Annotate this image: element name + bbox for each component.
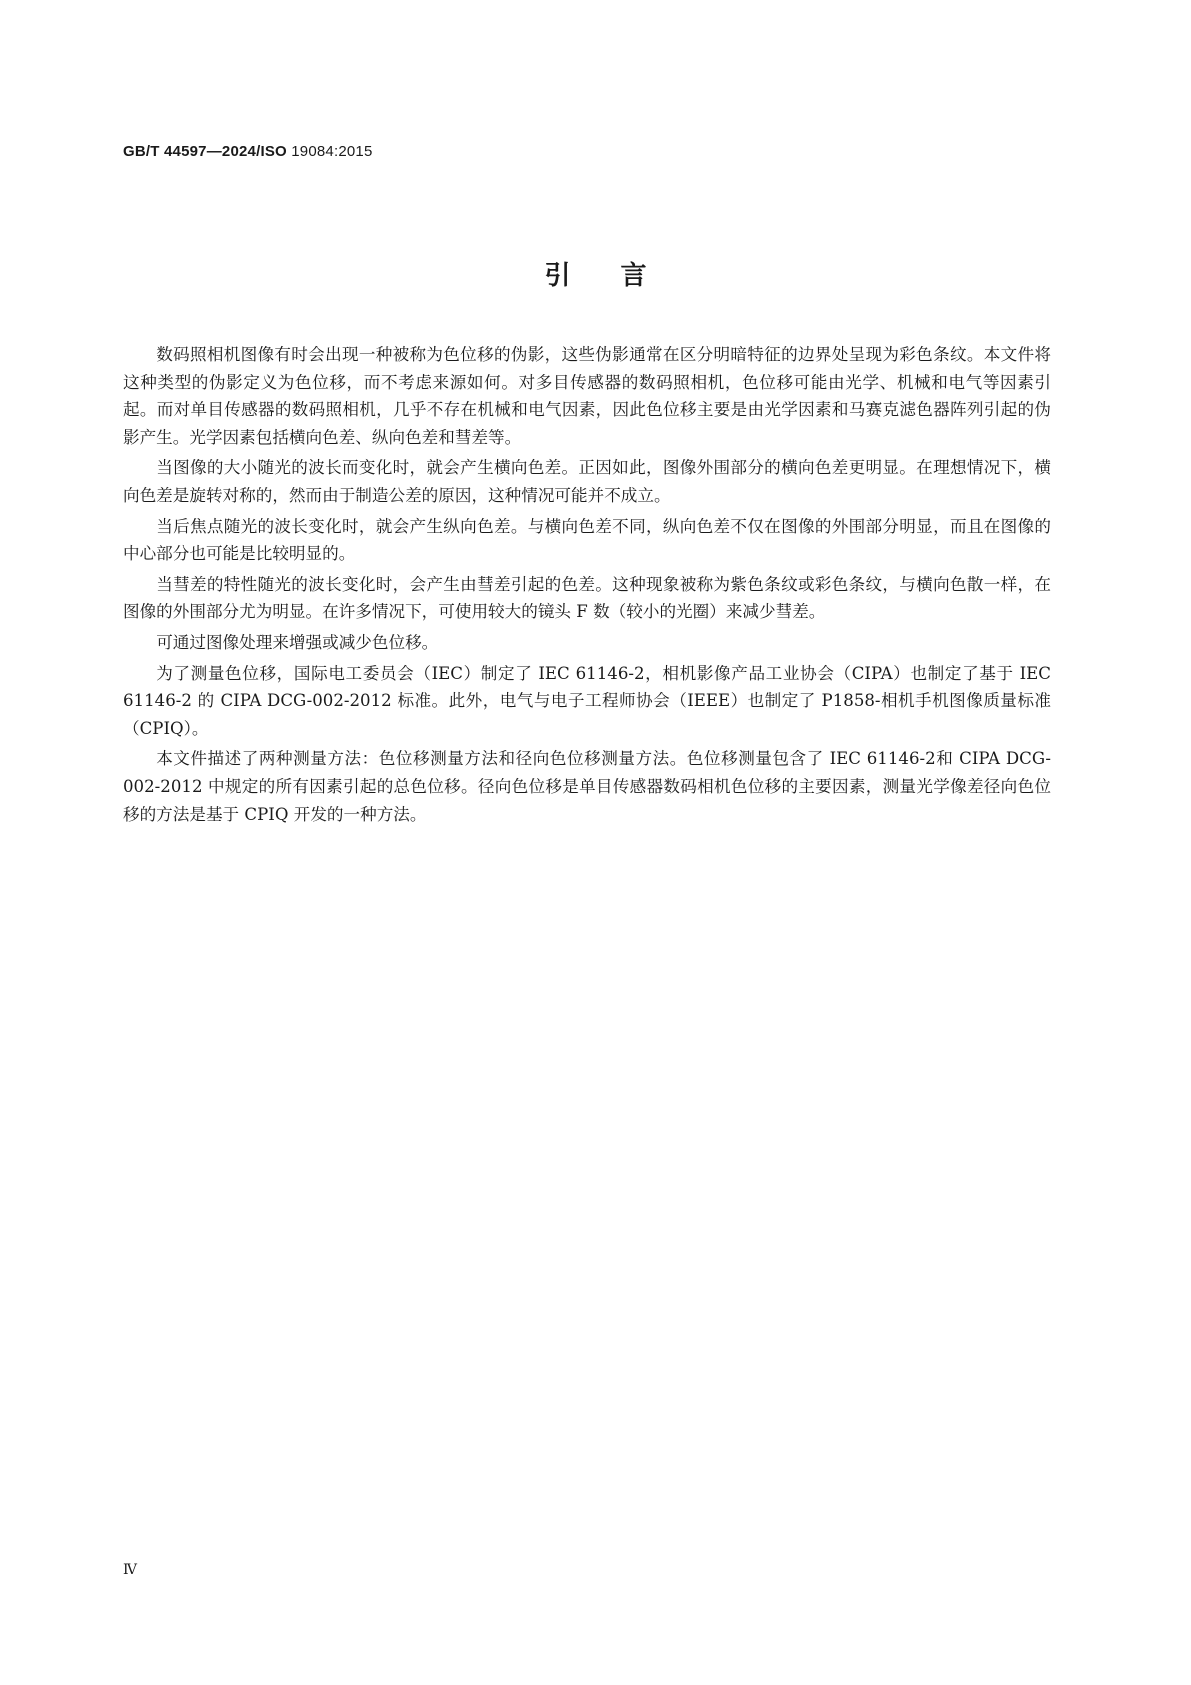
standard-code-prefix: GB/T 44597—2024/ISO xyxy=(123,143,287,160)
paragraph-2: 当图像的大小随光的波长而变化时，就会产生横向色差。正因如此，图像外围部分的横向色差更明显。在理想情况下，横向色差是旋转对称的，然而由于制造公差的原因，这种情况可能并不成立。 xyxy=(123,458,1051,505)
page-title: 引言 xyxy=(544,261,697,292)
paragraph-3: 当后焦点随光的波长变化时，就会产生纵向色差。与横向色差不同，纵向色差不仅在图像的外围部分明显，而且在图像的中心部分也可能是比较明显的。 xyxy=(123,516,1051,564)
paragraph-5: 可通过图像处理来增强或减少色位移。 xyxy=(156,632,439,652)
paragraph-7: 本文件描述了两种测量方法：色位移测量方法和径向色位移测量方法。色位移测量包含了 IEC 61146-2和 CIPA DCG-002-2012 中规定的所有因素引起的总色位移。径向色位移是单目传感器数码相机色位移的主要因素，测量光学像差径向色位移的方法是基于 CPIQ 开发的一种方法。 xyxy=(123,749,1051,824)
paragraph-4: 当彗差的特性随光的波长变化时，会产生由彗差引起的色差。这种现象被称为紫色条纹或彩色条纹，与横向色散一样，在图像的外围部分尤为明显。在许多情况下，可使用较大的镜头 F 数（较小的光圈）来减少彗差。 xyxy=(123,574,1051,622)
paragraph-1: 数码照相机图像有时会出现一种被称为色位移的伪影，这些伪影通常在区分明暗特征的边界处呈现为彩色条纹。本文件将这种类型的伪影定义为色位移，而不考虑来源如何。对多目传感器的数码照相机，色位移可能由光学、机械和电气等因素引起。而对单目传感器的数码照相机，几乎不存在机械和电气因素，因此色位移主要是由光学因素和马赛克滤色器阵列引起的伪影产生。光学因素包括横向色差、纵向色差和彗差等。 xyxy=(123,345,1051,447)
standard-code-suffix: 19084:2015 xyxy=(286,143,373,160)
page-number: Ⅳ xyxy=(123,1563,137,1578)
introduction-body xyxy=(123,341,1051,831)
paragraph-6: 为了测量色位移，国际电工委员会（IEC）制定了 IEC 61146-2，相机影像产品工业协会（CIPA）也制定了基于 IEC 61146-2 的 CIPA DCG-002-2012 标准。此外，电气与电子工程师协会（IEEE）也制定了 P1858-相机手机图像质量标准（CPIQ）。 xyxy=(123,663,1051,738)
standard-code xyxy=(123,143,373,160)
